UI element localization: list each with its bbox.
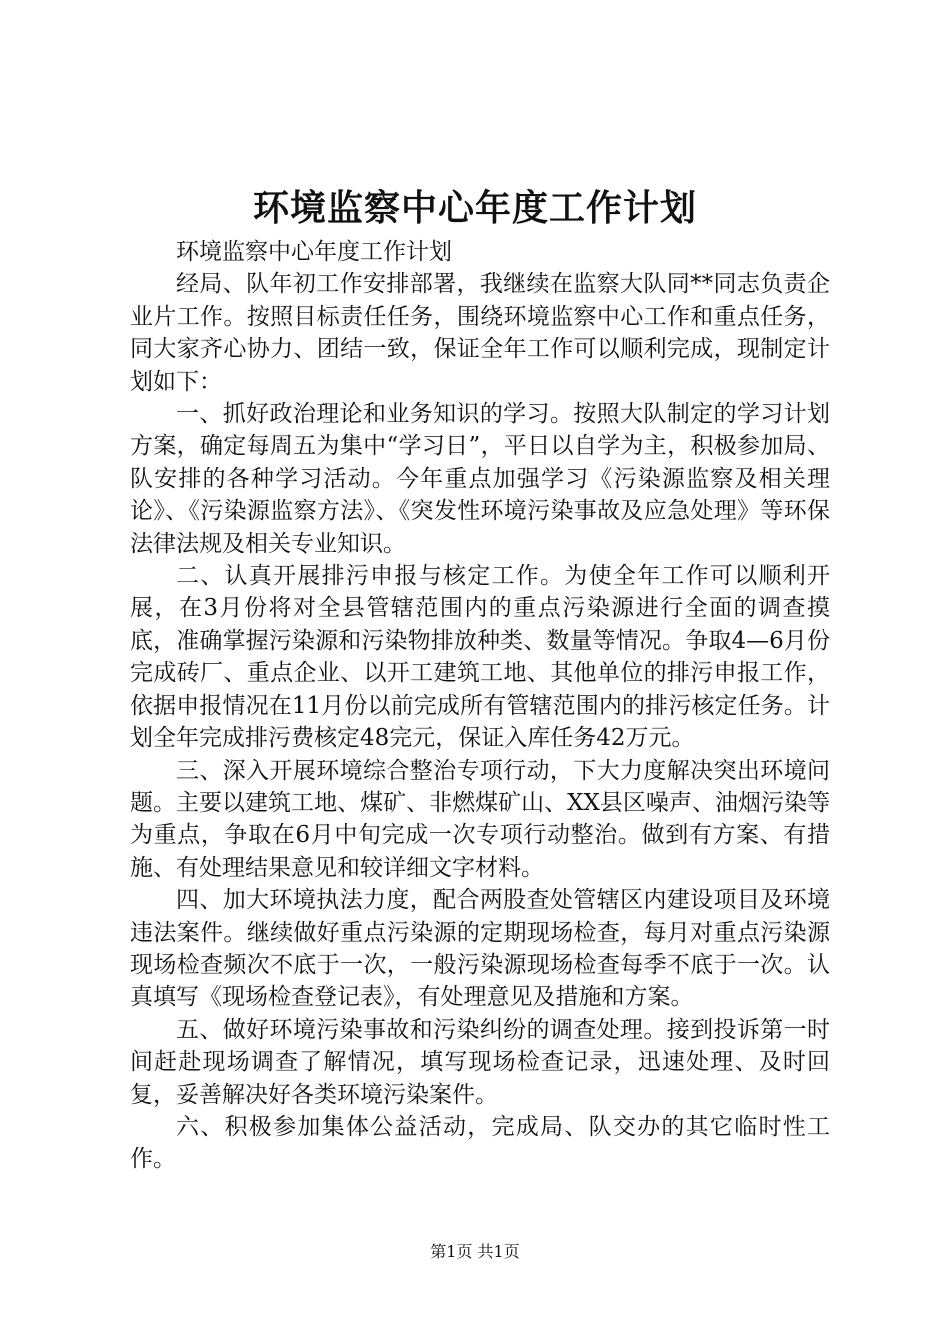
paragraph-intro: 经局、队年初工作安排部署，我继续在监察大队同**同志负责企业片工作。按照目标责任任务，围绕环境监察中心工作和重点任务，同大家齐心协力、团结一致，保证全年工作可以顺利完成，现制定计划如下：	[130, 271, 830, 395]
paragraph-item-4: 四、加大环境执法力度，配合两股查处管辖区内建设项目及环境违法案件。继续做好重点污染源的定期现场检查，每月对重点污染源现场检查频次不底于一次，一般污染源现场检查每季不底于一次。认真填写《现场检查登记表》，有处理意见及措施和方案。	[130, 887, 830, 1011]
paragraph-item-6: 六、积极参加集体公益活动，完成局、队交办的其它临时性工作。	[130, 1113, 830, 1173]
document-title: 环境监察中心年度工作计划	[252, 187, 697, 229]
paragraph-item-5: 五、做好环境污染事故和污染纠纷的调查处理。接到投诉第一时间赶赴现场调查了解情况，填写现场检查记录，迅速处理、及时回复，妥善解决好各类环境污染案件。	[130, 1016, 830, 1108]
document-body	[130, 236, 830, 1176]
paragraph-subtitle: 环境监察中心年度工作计划	[176, 239, 452, 265]
paragraph-item-1: 一、抓好政治理论和业务知识的学习。按照大队制定的学习计划方案，确定每周五为集中“学习日”，平日以自学为主，积极参加局、队安排的各种学习活动。今年重点加强学习《污染源监察及相关理论》、《污染源监察方法》、《突发性环境污染事故及应急处理》等环保法律法规及相关专业知识。	[130, 401, 830, 557]
paragraph-item-3: 三、深入开展环境综合整治专项行动，下大力度解决突出环境问题。主要以建筑工地、煤矿、非燃煤矿山、XX县区噪声、油烟污染等为重点，争取在6月中旬完成一次专项行动整治。做到有方案、有措施、有处理结果意见和较详细文字材料。	[130, 757, 830, 881]
paragraph-item-2: 二、认真开展排污申报与核定工作。为使全年工作可以顺利开展，在3月份将对全县管辖范围内的重点污染源进行全面的调查摸底，准确掌握污染源和污染物排放种类、数量等情况。争取4—6月份完成砖厂、重点企业、以开工建筑工地、其他单位的排污申报工作，依据申报情况在11月份以前完成所有管辖范围内的排污核定任务。计划全年完成排污费核定48完元，保证入库任务42万元。	[130, 563, 830, 752]
page-footer: 第1页 共1页	[430, 1242, 520, 1261]
